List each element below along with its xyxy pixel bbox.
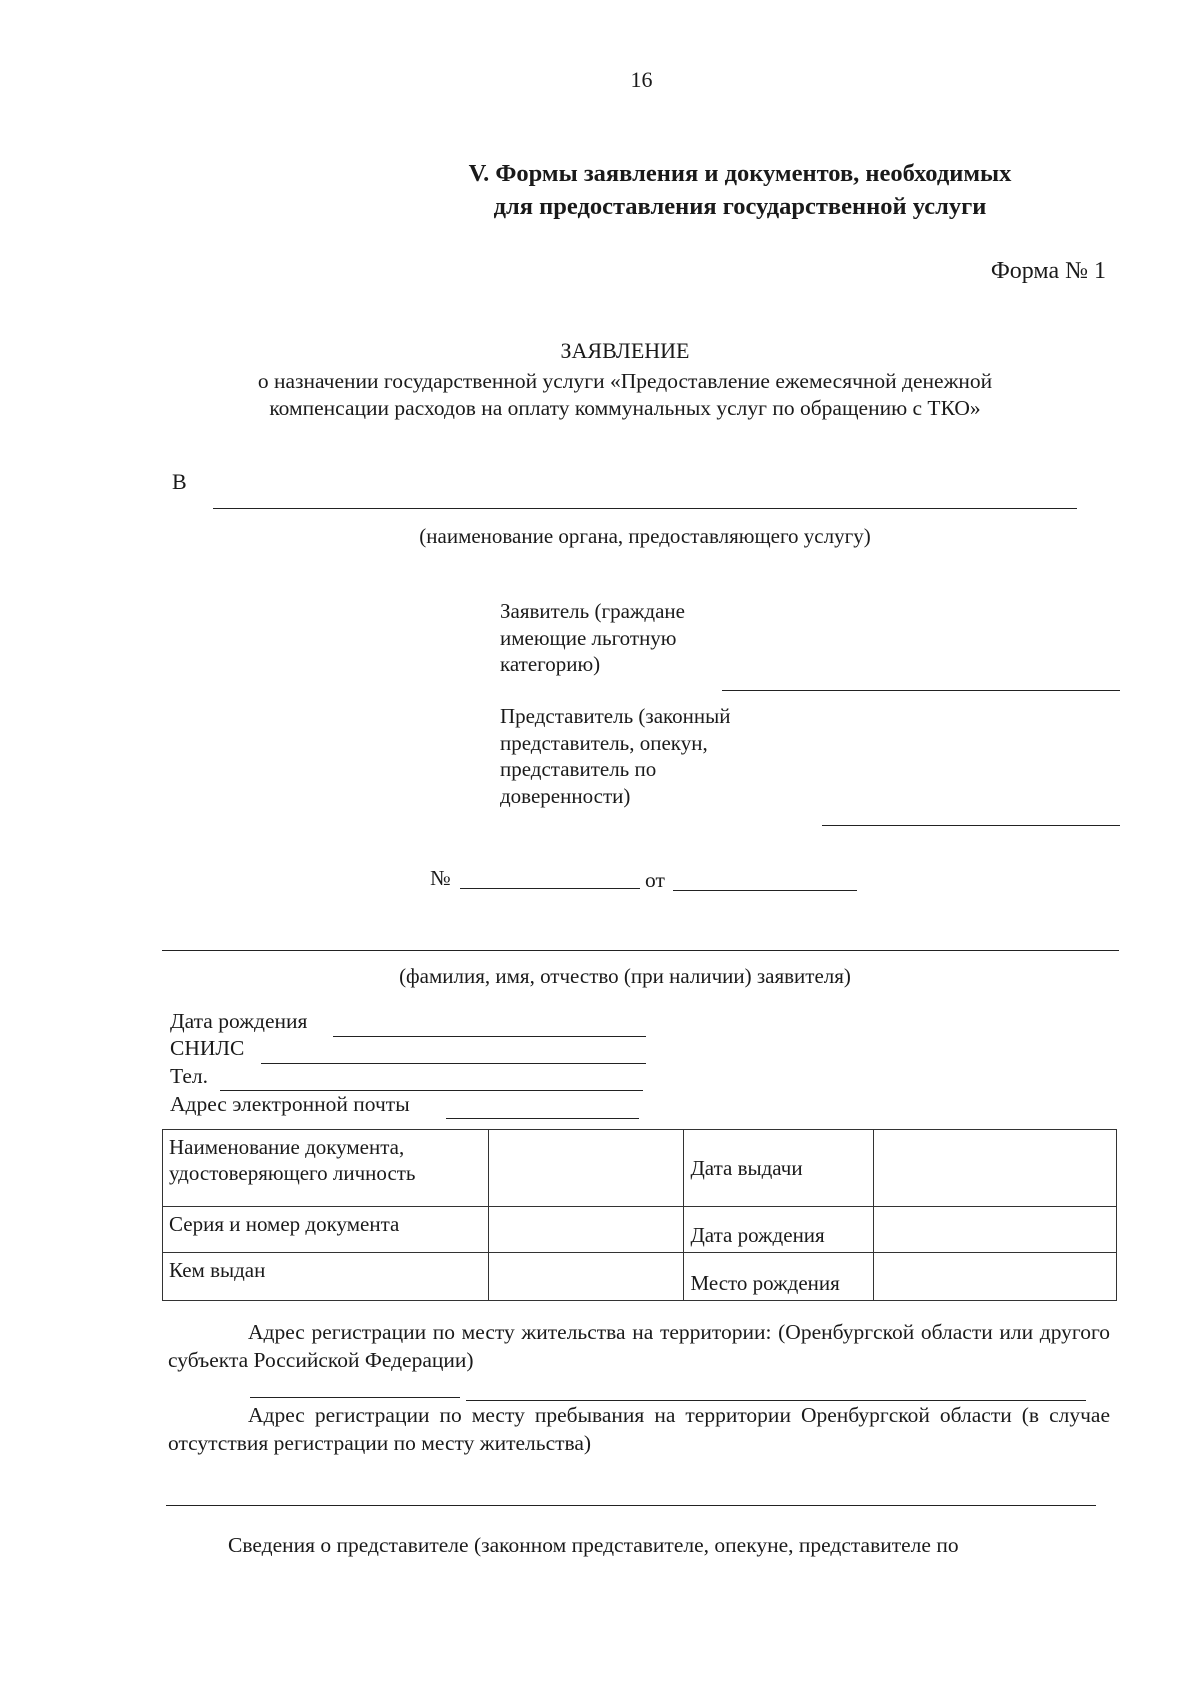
- phone-label: Тел.: [170, 1064, 208, 1088]
- statement-subtitle: [140, 368, 1110, 422]
- representative-blank-line[interactable]: [822, 825, 1120, 826]
- residence-address-blank-left[interactable]: [250, 1397, 460, 1398]
- birth-place-value-cell[interactable]: [874, 1253, 1117, 1301]
- doc-name-value-cell[interactable]: [488, 1130, 684, 1207]
- birth-date-label: Дата рождения: [170, 1009, 308, 1033]
- issued-by-label: Кем выдан: [163, 1253, 489, 1301]
- date-blank-line[interactable]: [673, 890, 857, 891]
- snils-blank[interactable]: [261, 1063, 646, 1064]
- email-field: [170, 1091, 410, 1118]
- applicant-blank-line[interactable]: [722, 690, 1120, 691]
- doc-name-label-line1: Наименование документа,: [169, 1135, 405, 1159]
- phone-field: [170, 1063, 208, 1090]
- fio-blank-line[interactable]: [162, 950, 1119, 951]
- representative-label-line3: представитель по: [500, 757, 657, 782]
- applicant-label: [500, 598, 685, 678]
- doc-name-label-line2: удостоверяющего личность: [169, 1161, 416, 1186]
- from-label: от: [645, 868, 665, 892]
- birth-place-label: Место рождения: [684, 1253, 874, 1301]
- representative-label-line4: доверенности): [500, 783, 631, 808]
- doc-name-label: [163, 1130, 489, 1207]
- doc-series-value-cell[interactable]: [488, 1207, 684, 1253]
- recipient-caption: (наименование органа, предоставляющего услугу): [419, 524, 871, 548]
- snils-label: СНИЛС: [170, 1036, 245, 1060]
- page-number: 16: [630, 67, 653, 92]
- issued-by-value-cell[interactable]: [488, 1253, 684, 1301]
- section-title: [160, 157, 1200, 223]
- table-birth-date-label: Дата рождения: [684, 1207, 874, 1253]
- representative-label-line2: представитель, опекун,: [500, 730, 708, 755]
- section-title-line2: для предоставления государственной услуги: [493, 193, 987, 221]
- email-label: Адрес электронной почты: [170, 1092, 410, 1116]
- identity-document-table: [162, 1129, 1117, 1301]
- statement-subtitle-line2: компенсации расходов на оплату коммунальных услуг по обращению с ТКО»: [269, 395, 981, 420]
- birth-date-field: [170, 1008, 307, 1035]
- stay-address-blank[interactable]: [166, 1505, 1096, 1506]
- representative-label-line1: Представитель (законный: [500, 704, 731, 728]
- stay-address-text: Адрес регистрации по месту пребывания на территории Оренбургской области (в случае отсутствия регистрации по месту жительства): [168, 1403, 1110, 1455]
- number-blank-line[interactable]: [460, 888, 640, 889]
- table-row: [163, 1253, 1117, 1301]
- issue-date-value-cell[interactable]: [874, 1130, 1117, 1207]
- table-birth-date-value-cell[interactable]: [874, 1207, 1117, 1253]
- doc-series-label: Серия и номер документа: [163, 1207, 489, 1253]
- section-title-line1: V. Формы заявления и документов, необходимых: [468, 160, 1012, 187]
- statement-subtitle-line1: о назначении государственной услуги «Предоставление ежемесячной денежной: [257, 369, 993, 393]
- fio-caption: (фамилия, имя, отчество (при наличии) заявителя): [399, 964, 851, 988]
- number-sign: №: [430, 866, 451, 890]
- residence-address-blank-right[interactable]: [466, 1400, 1086, 1401]
- residence-address-text: Адрес регистрации по месту жительства на территории: (Оренбургской области или другого субъекта Российской Федерации): [168, 1320, 1110, 1372]
- issue-date-label: Дата выдачи: [684, 1130, 874, 1207]
- recipient-prefix: В: [172, 469, 187, 494]
- statement-title: ЗАЯВЛЕНИЕ: [560, 338, 690, 363]
- applicant-label-line1: Заявитель (граждане: [500, 599, 685, 623]
- table-row: [163, 1207, 1117, 1253]
- table-row: [163, 1130, 1117, 1207]
- representative-label: [500, 703, 731, 810]
- representative-info-text: Сведения о представителе (законном представителе, опекуне, представителе по: [228, 1533, 959, 1557]
- applicant-label-line3: категорию): [500, 652, 601, 677]
- recipient-blank-line[interactable]: [213, 508, 1077, 509]
- applicant-label-line2: имеющие льготную: [500, 625, 677, 650]
- email-blank[interactable]: [446, 1118, 639, 1119]
- form-label: Форма № 1: [990, 258, 1106, 284]
- birth-date-blank[interactable]: [333, 1036, 646, 1037]
- snils-field: [170, 1035, 244, 1062]
